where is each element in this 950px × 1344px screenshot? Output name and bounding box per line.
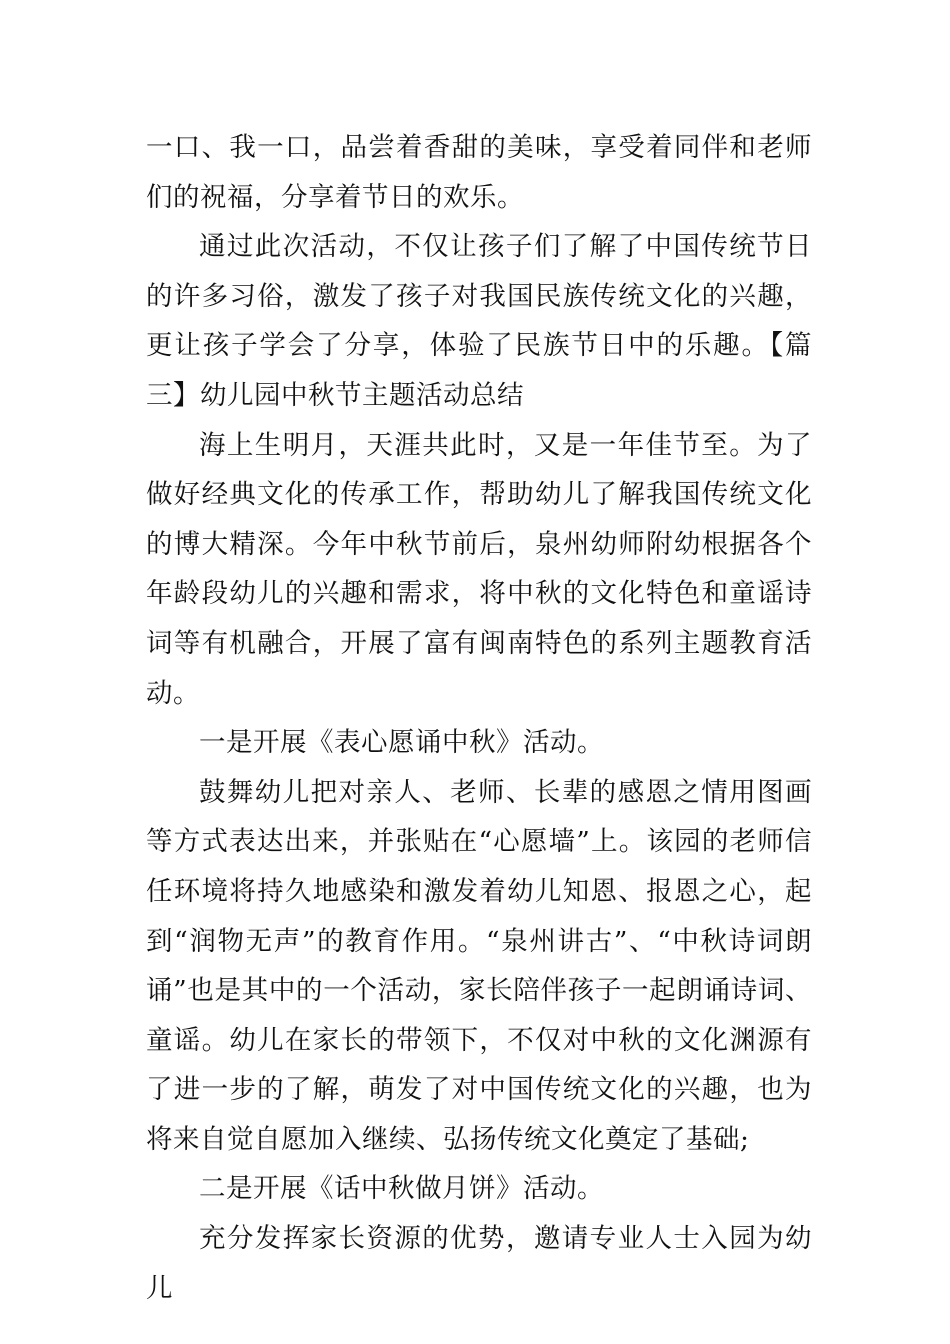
paragraph: 通过此次活动，不仅让孩子们了解了中国传统节日的许多习俗，激发了孩子对我国民族传统文化的兴趣，更让孩子学会了分享，体验了民族节日中的乐趣。【篇三】幼儿园中秋节主题活动总结 xyxy=(146,231,812,411)
document-body xyxy=(146,123,812,1313)
paragraph: 海上生明月，天涯共此时，又是一年佳节至。为了做好经典文化的传承工作，帮助幼儿了解我国传统文化的博大精深。今年中秋节前后，泉州幼师附幼根据各个年龄段幼儿的兴趣和需求，将中秋的文化特色和童谣诗词等有机融合，开展了富有闽南特色的系列主题教育活动。 xyxy=(146,429,812,709)
paragraph: 二是开展《话中秋做月饼》活动。 xyxy=(199,1173,604,1205)
paragraph: 充分发挥家长资源的优势，邀请专业人士入园为幼儿 xyxy=(146,1223,812,1304)
paragraph: 一口、我一口，品尝着香甜的美味，享受着同伴和老师们的祝福，分享着节日的欢乐。 xyxy=(146,132,812,213)
paragraph: 鼓舞幼儿把对亲人、老师、长辈的感恩之情用图画等方式表达出来，并张贴在“心愿墙”上。该园的老师信任环境将持久地感染和激发着幼儿知恩、报恩之心，起到“润物无声”的教育作用。“泉州讲古”、“中秋诗词朗诵”也是其中的一个活动，家长陪伴孩子一起朗诵诗词、童谣。幼儿在家长的带领下，不仅对中秋的文化渊源有了进一步的了解，萌发了对中国传统文化的兴趣，也为将来自觉自愿加入继续、弘扬传统文化奠定了基础; xyxy=(146,776,812,1155)
paragraph: 一是开展《表心愿诵中秋》活动。 xyxy=(199,727,604,759)
